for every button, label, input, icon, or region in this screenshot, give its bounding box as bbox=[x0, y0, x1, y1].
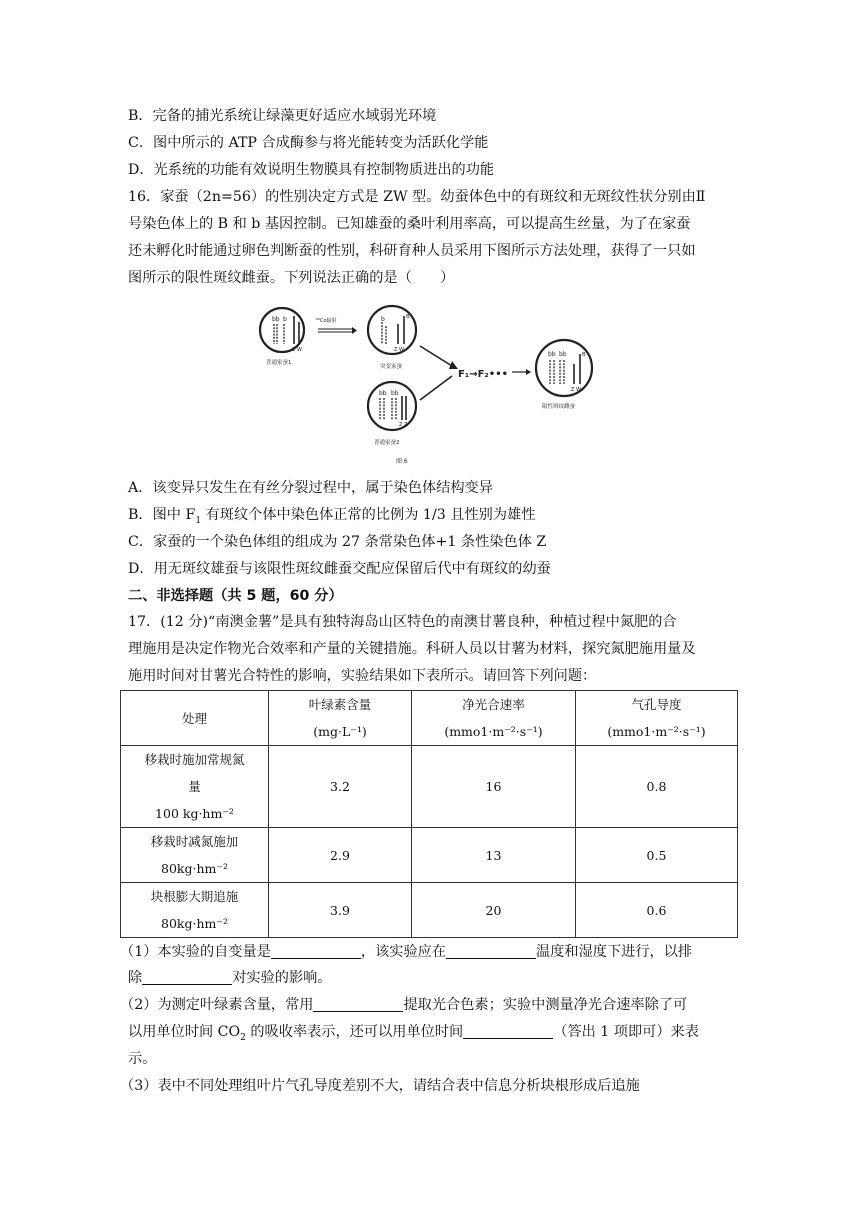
radiation-arrow bbox=[316, 317, 357, 334]
label-silkworm-1: 普通家蚕1 bbox=[266, 360, 292, 366]
table-header-row bbox=[121, 691, 738, 746]
cell-net-photosynthesis: 13 bbox=[412, 828, 576, 883]
answer-blank[interactable] bbox=[313, 997, 403, 1012]
cell-stomatal-conductance: 0.5 bbox=[576, 828, 738, 883]
answer-blank[interactable] bbox=[446, 944, 536, 959]
q15-option-b: B．完备的捕光系统让绿藻更好适应水域弱光环境 bbox=[128, 108, 437, 124]
gene-label-B-4: B bbox=[582, 352, 586, 358]
cell-limited-female bbox=[536, 340, 592, 410]
table-row bbox=[121, 746, 738, 828]
header-treatment: 处理 bbox=[121, 691, 269, 746]
q17-stem-line3: 施用时间对甘薯光合特性的影响，实验结果如下表所示。请回答下列问题： bbox=[128, 668, 597, 684]
header-net-photosynthesis: 净光合速率 (mmo1·m⁻²·s⁻¹) bbox=[412, 691, 576, 746]
cross-arrows bbox=[420, 346, 531, 400]
chr-label-zw-2: Z W bbox=[394, 347, 404, 353]
label-limited: 限性斑纹雌蚕 bbox=[542, 404, 576, 410]
cell-treatment: 移栽时减氮施加 80kg·hm⁻² bbox=[121, 828, 269, 883]
gene-label-bb-3: bb bbox=[391, 390, 399, 397]
cell-chlorophyll: 3.2 bbox=[269, 746, 412, 828]
cell-stomatal-conductance: 0.6 bbox=[576, 883, 738, 938]
gene-label-bb-4: bb bbox=[548, 351, 556, 358]
q16-option-d: D．用无斑纹雄蚕与该限性斑纹雌蚕交配应保留后代中有斑纹的幼蚕 bbox=[128, 561, 551, 577]
q16-stem-line4: 图所示的限性斑纹雌蚕。下列说法正确的是（ ） bbox=[128, 270, 455, 286]
q17-sub1-line2: 除 对实验的影响。 bbox=[128, 970, 332, 986]
q16-stem-line1: 16．家蚕（2n=56）的性别决定方式是 ZW 型。幼蚕体色中的有斑纹和无斑纹性状分别由Ⅱ bbox=[128, 189, 706, 205]
cell-stomatal-conductance: 0.8 bbox=[576, 746, 738, 828]
gene-label-b: b bbox=[283, 316, 287, 323]
label-radiation: ⁶⁰Co辐射 bbox=[316, 318, 337, 324]
q16-option-a: A．该变异只发生在有丝分裂过程中，属于染色体结构变异 bbox=[128, 480, 493, 496]
q15-option-c: C．图中所示的 ATP 合成酶参与将光能转变为活跃化学能 bbox=[128, 135, 489, 151]
header-chlorophyll: 叶绿素含量 (mg·L⁻¹) bbox=[269, 691, 412, 746]
gene-label-B-mut: B bbox=[406, 314, 410, 320]
cell-chlorophyll: 3.9 bbox=[269, 883, 412, 938]
q17-sub3-line1: （3）表中不同处理组叶片气孔导度差别不大，请结合表中信息分析块根形成后追施 bbox=[120, 1078, 640, 1094]
q17-sub2-line1: （2）为测定叶绿素含量，常用 提取光合色素；实验中测量净光合速率除了可 bbox=[120, 997, 688, 1013]
section-heading: 二、非选择题（共 5 题，60 分） bbox=[128, 588, 343, 604]
answer-blank[interactable] bbox=[463, 1024, 553, 1039]
table-row bbox=[121, 828, 738, 883]
chr-label-zw-1: Z W bbox=[292, 347, 302, 353]
label-cross: F₁→F₂••• bbox=[458, 369, 508, 380]
figure-caption: 图 6 bbox=[396, 458, 408, 465]
q15-option-d: D．光系统的功能有效说明生物膜具有控制物质进出的功能 bbox=[128, 162, 495, 178]
chr-label-zw-4: Z W bbox=[571, 387, 581, 393]
cell-treatment: 块根膨大期追施 80kg·hm⁻² bbox=[121, 883, 269, 938]
q16-stem-line2: 号染色体上的 B 和 b 基因控制。已知雄蚕的桑叶利用率高，可以提高生丝量，为了在家蚕 bbox=[128, 216, 691, 232]
answer-blank[interactable] bbox=[271, 944, 361, 959]
q17-stem-line1: 17．(12 分)“南澳金薯”是具有独特海岛山区特色的南澳甘薯良种，种植过程中氮肥的合 bbox=[128, 614, 677, 630]
table-row bbox=[121, 883, 738, 938]
q17-sub2-line2: 以用单位时间 $CO_2$ 的吸收率表示，还可以用单位时间 （答出 1 项即可）来表 bbox=[128, 1024, 699, 1043]
label-silkworm-2: 普通家蚕2 bbox=[374, 440, 400, 446]
header-stomatal-conductance: 气孔导度 (mmo1·m⁻²·s⁻¹) bbox=[576, 691, 738, 746]
cell-silkworm-1 bbox=[260, 308, 304, 366]
results-table bbox=[120, 690, 738, 938]
answer-blank[interactable] bbox=[142, 970, 232, 985]
q17-sub1-line1: （1）本实验的自变量是 ，该实验应在 温度和湿度下进行，以排 bbox=[120, 944, 693, 960]
cell-chlorophyll: 2.9 bbox=[269, 828, 412, 883]
gene-label-bb-5: bb bbox=[559, 351, 567, 358]
cell-mutant bbox=[368, 306, 416, 370]
q17-stem-line2: 理施用是决定作物光合效率和产量的关键措施。科研人员以甘薯为材料，探究氮肥施用量及 bbox=[128, 641, 696, 657]
cell-net-photosynthesis: 16 bbox=[412, 746, 576, 828]
q16-option-c: C．家蚕的一个染色体组的组成为 27 条常染色体+1 条性染色体 Z bbox=[128, 534, 547, 550]
chromosome-figure bbox=[258, 302, 602, 468]
cell-treatment: 移栽时施加常规氮 量 100 kg·hm⁻² bbox=[121, 746, 269, 828]
chr-label-zz: Z Z bbox=[399, 422, 408, 428]
cell-net-photosynthesis: 20 bbox=[412, 883, 576, 938]
q17-sub2-line3: 示。 bbox=[128, 1051, 157, 1067]
cell-silkworm-2 bbox=[368, 382, 416, 446]
gene-label-bb-2: bb bbox=[379, 390, 387, 397]
gene-label-b-mut: b bbox=[381, 316, 385, 323]
q16-option-b: B．图中 $F_1$ 有斑纹个体中染色体正常的比例为 1/3 且性别为雄性 bbox=[128, 507, 536, 526]
gene-label-bb: bb bbox=[272, 316, 280, 323]
label-mutant: 突变家蚕 bbox=[380, 364, 403, 370]
q16-stem-line3: 还未孵化时能通过卵色判断蚕的性别，科研育种人员采用下图所示方法处理，获得了一只如 bbox=[128, 243, 696, 259]
